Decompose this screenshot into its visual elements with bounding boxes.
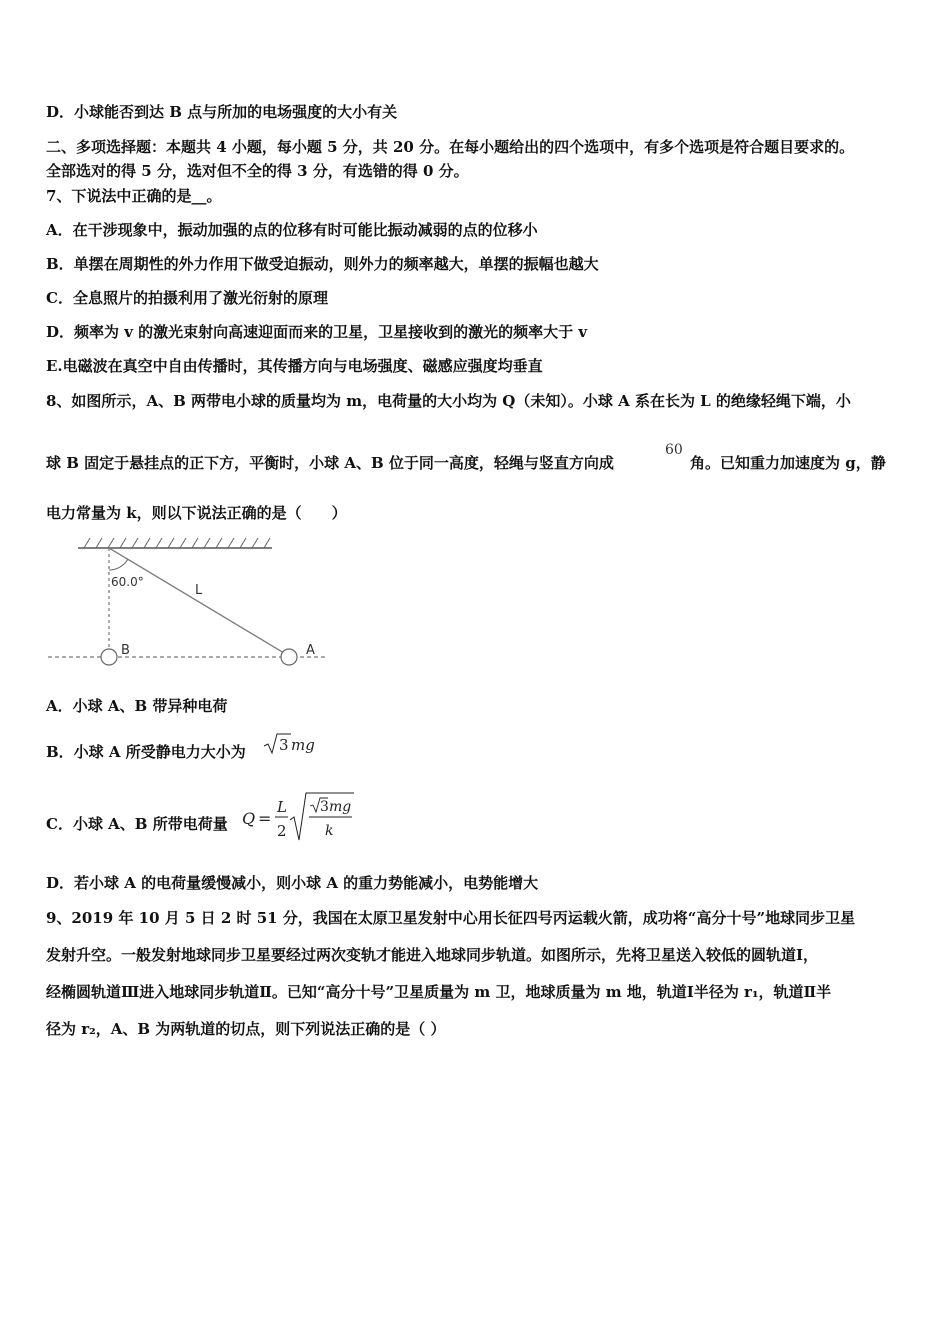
force-coef: 3 — [279, 736, 289, 754]
question-8-option-c: C．小球 A、B 所带电荷量 — [46, 815, 228, 833]
question-7-option-b: B．单摆在周期性的外力作用下做受迫振动，则外力的频率越大，单摆的振幅也越大 — [46, 255, 599, 273]
angle-label: 60.0° — [111, 575, 144, 589]
angle-superscript: 60 — [665, 442, 683, 458]
question-9-line-1: 9、2019 年 10 月 5 日 2 时 51 分，我国在太原卫星发射中心用长征四号丙运载火箭，成功将“高分十号”地球同步卫星 — [46, 909, 856, 927]
q-symbol: Q — [242, 809, 256, 828]
frac-num: L — [277, 798, 287, 816]
charge-formula — [240, 790, 360, 844]
question-9-line-4: 径为 r₂，A、B 为两轨道的切点，则下列说法正确的是（ ） — [46, 1020, 446, 1038]
question-8-option-a: A．小球 A、B 带异种电荷 — [46, 697, 228, 715]
question-7-option-d: D．频率为 v 的激光束射向高速迎面而来的卫星，卫星接收到的激光的频率大于 v — [46, 323, 588, 341]
frac-den: 2 — [277, 822, 287, 840]
question-8-option-d: D．若小球 A 的电荷量缓慢减小，则小球 A 的重力势能减小，电势能增大 — [46, 874, 539, 892]
force-rest: mg — [291, 736, 315, 754]
length-label: L — [195, 583, 203, 598]
question-9-line-3: 经椭圆轨道Ⅲ进入地球同步轨道Ⅱ。已知“高分十号”卫星质量为 m 卫，地球质量为 m 地，轨道Ⅰ半径为 r₁，轨道Ⅱ半 — [46, 983, 832, 1001]
question-9-line-2: 发射升空。一般发射地球同步卫星要经过两次变轨才能进入地球同步轨道。如图所示，先将卫星送入较低的圆轨道Ⅰ， — [46, 946, 819, 964]
section-2-heading: 二、多项选择题：本题共 4 小题，每小题 5 分，共 20 分。在每小题给出的四个选项中，有多个选项是符合题目要求的。 — [46, 138, 855, 156]
section-2-scoring: 全部选对的得 5 分，选对但不全的得 3 分，有选错的得 0 分。 — [46, 162, 469, 180]
question-8-stem-line-1: 8、如图所示，A、B 两带电小球的质量均为 m，电荷量的大小均为 Q（未知）。小球 A 系在长为 L 的绝缘轻绳下端，小 — [46, 392, 851, 410]
question-7-option-a: A．在干涉现象中，振动加强的点的位移有时可能比振动减弱的点的位移小 — [46, 221, 538, 239]
equals-sign: = — [258, 809, 272, 828]
question-6-option-d: D．小球能否到达 B 点与所加的电场强度的大小有关 — [46, 103, 398, 121]
inner-num-coef: 3 — [320, 799, 329, 815]
inner-den: k — [325, 823, 334, 839]
question-7-option-c: C．全息照片的拍摄利用了激光衍射的原理 — [46, 289, 328, 307]
inner-num-rest: mg — [329, 799, 352, 815]
ball-a — [281, 649, 297, 665]
question-8-stem-line-3: 电力常量为 k，则以下说法正确的是（ ） — [46, 504, 347, 522]
string-line — [109, 548, 289, 656]
ball-a-label: A — [306, 643, 315, 658]
force-formula — [262, 731, 322, 757]
question-8-stem-line-2: 球 B 固定于悬挂点的正下方，平衡时，小球 A、B 位于同一高度，轻绳与竖直方向成 — [46, 454, 614, 472]
question-8-option-b: B．小球 A 所受静电力大小为 — [46, 743, 246, 761]
ball-b — [101, 649, 117, 665]
ball-b-label: B — [121, 643, 130, 658]
question-7-stem: 7、下说法中正确的是__。 — [46, 187, 222, 205]
question-7-option-e: E.电磁波在真空中自由传播时，其传播方向与电场强度、磁感应强度均垂直 — [46, 357, 543, 375]
pendulum-diagram — [40, 530, 340, 675]
question-8-stem-line-2b: 角。已知重力加速度为 g，静 — [690, 454, 886, 472]
